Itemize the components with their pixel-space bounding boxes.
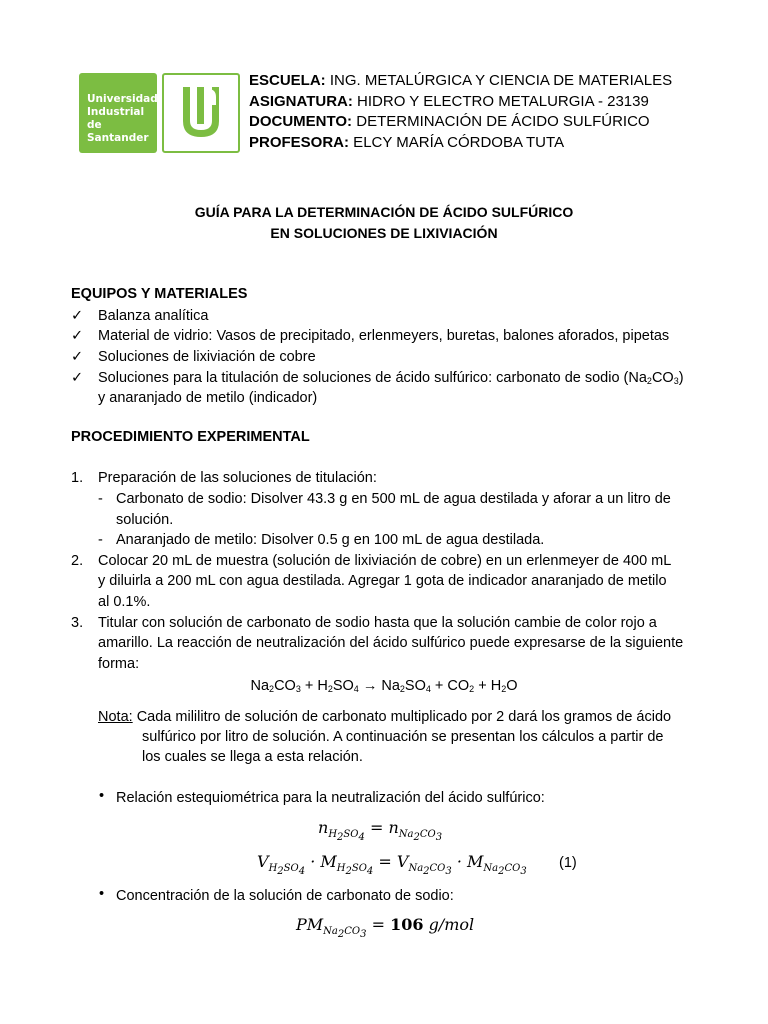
nota-block bbox=[98, 707, 671, 728]
header-profesora bbox=[249, 133, 564, 154]
profesora-label: PROFESORA: bbox=[249, 134, 350, 151]
doc-title-line2: EN SOLUCIONES DE LIXIVIACIÓN bbox=[270, 225, 498, 241]
profesora-value: ELCY MARÍA CÓRDOBA TUTA bbox=[349, 134, 565, 151]
asignatura-value: HIDRO Y ELECTRO METALURGIA - 23139 bbox=[352, 93, 649, 110]
equation-volume-molarity: $V_{H_2SO_4} \cdot M_{H_2SO_4} = V_{Na_2CO_3} \cdot M_{Na_2CO_3}$ bbox=[257, 852, 527, 878]
nota-text: los cuales se llega a esta relación. bbox=[142, 749, 363, 765]
check-item-text: Material de vidrio: Vasos de precipitado, erlenmeyers, buretas, balones aforados, pipetas bbox=[98, 328, 670, 344]
header-documento bbox=[249, 112, 650, 133]
substep-text: Carbonato de sodio: Disolver 43.3 g en 500 mL de agua destilada y aforar a un litro de bbox=[116, 491, 671, 507]
step-number: 3. bbox=[71, 615, 84, 631]
nota-text: sulfúrico por litro de solución. A continuación se presentan los cálculos a partir de bbox=[142, 729, 664, 745]
equipos-heading: EQUIPOS Y MATERIALES bbox=[71, 286, 248, 302]
check-item-text: Soluciones de lixiviación de cobre bbox=[98, 349, 316, 365]
substep-text: solución. bbox=[116, 512, 174, 528]
step-text: y diluirla a 200 mL con agua destilada. Agregar 1 gota de indicador anaranjado de metilo bbox=[98, 573, 667, 589]
dash-marker: - bbox=[98, 491, 103, 507]
step-text: Colocar 20 mL de muestra (solución de lixiviación de cobre) en un erlenmeyer de 400 mL bbox=[98, 553, 672, 569]
subscript: 2 bbox=[646, 376, 652, 386]
reaction-equation: $Na_2CO_3 + H_2SO_4 \to Na_2SO_4 + CO_2 + H_2O$ bbox=[250, 678, 518, 694]
nota-text: Cada mililitro de solución de carbonato multiplicado por 2 dará los gramos de ácido bbox=[132, 709, 672, 725]
step-text: amarillo. La reacción de neutralización del ácido sulfúrico puede expresarse de la siguiente bbox=[98, 635, 684, 651]
check-item-text: y anaranjado de metilo (indicador) bbox=[98, 390, 318, 406]
bullet-text: Concentración de la solución de carbonato de sodio: bbox=[116, 888, 454, 904]
step-number: 1. bbox=[71, 470, 84, 486]
bullet-text: Relación estequiométrica para la neutralización del ácido sulfúrico: bbox=[116, 790, 545, 806]
molar-mass-value: 106 bbox=[390, 915, 424, 934]
university-logo bbox=[79, 73, 157, 153]
check-icon: ✓ bbox=[71, 370, 84, 386]
check-icon: ✓ bbox=[71, 308, 84, 324]
check-icon: ✓ bbox=[71, 349, 84, 365]
uis-logo-icon bbox=[164, 75, 238, 151]
uis-logo-mark bbox=[162, 73, 240, 153]
equation-mole-balance: $n_{H_2SO_4} = n_{Na_2CO_3}$ bbox=[318, 818, 443, 844]
check-item-text: Balanza analítica bbox=[98, 308, 209, 324]
check-item-text-main: Soluciones para la titulación de soluciones de ácido sulfúrico: carbonato de sodio (Na bbox=[98, 370, 647, 386]
step-text: Titular con solución de carbonato de sodio hasta que la solución cambie de color rojo a bbox=[98, 615, 657, 631]
step-number: 2. bbox=[71, 553, 84, 569]
nota-label: Nota: bbox=[98, 709, 133, 725]
check-item-text bbox=[98, 368, 684, 390]
check-item-text-end: ) bbox=[678, 370, 684, 386]
substep-text: Anaranjado de metilo: Disolver 0.5 g en 100 mL de agua destilada. bbox=[116, 532, 545, 548]
escuela-label: ESCUELA: bbox=[249, 72, 326, 89]
header-asignatura bbox=[249, 92, 649, 113]
equation-number: (1) bbox=[559, 855, 577, 871]
header-escuela bbox=[249, 71, 672, 92]
documento-value: DETERMINACIÓN DE ÁCIDO SULFÚRICO bbox=[352, 113, 650, 130]
equation-molar-mass: $PM_{Na_2CO_3} = 106$ g/mol bbox=[296, 915, 475, 941]
documento-label: DOCUMENTO: bbox=[249, 113, 353, 130]
subscript: 3 bbox=[673, 376, 679, 386]
escuela-value: ING. METALÚRGICA Y CIENCIA DE MATERIALES bbox=[325, 72, 673, 89]
dash-marker: - bbox=[98, 532, 103, 548]
step-text: al 0.1%. bbox=[98, 594, 151, 610]
procedimiento-heading: PROCEDIMIENTO EXPERIMENTAL bbox=[71, 429, 310, 445]
bullet-icon: • bbox=[99, 788, 105, 804]
university-logo-text: Universidad Industrial de Santander bbox=[87, 93, 158, 144]
check-icon: ✓ bbox=[71, 328, 84, 344]
bullet-icon: • bbox=[99, 886, 105, 902]
step-text: forma: bbox=[98, 656, 140, 672]
step-text: Preparación de las soluciones de titulación: bbox=[98, 470, 377, 486]
molar-mass-unit: g/mol bbox=[428, 915, 475, 934]
check-item-text-mid: CO bbox=[651, 370, 674, 386]
asignatura-label: ASIGNATURA: bbox=[249, 93, 353, 110]
doc-title-line1: GUÍA PARA LA DETERMINACIÓN DE ÁCIDO SULFÚRICO bbox=[194, 204, 574, 220]
